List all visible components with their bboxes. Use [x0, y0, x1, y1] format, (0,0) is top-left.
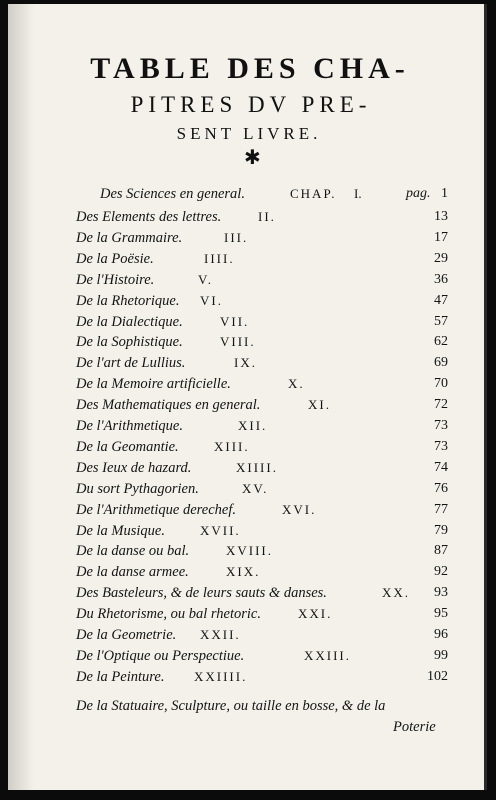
- toc-entry: [76, 291, 448, 313]
- toc-entry: [76, 541, 448, 563]
- toc-entry-title: Des Mathematiques en general.: [76, 397, 261, 414]
- toc-entry-chapter-number: VII.: [220, 313, 250, 329]
- toc-entry-last: De la Statuaire, Sculpture, ou taille en bosse, & de la: [76, 698, 386, 714]
- toc-entry-title: De la Poësie.: [76, 250, 154, 267]
- toc-entry: [76, 521, 448, 543]
- toc-entry: [76, 562, 448, 584]
- toc-entry-page: 76: [434, 480, 448, 496]
- toc-entry: [76, 249, 448, 271]
- toc-entry-chapter-number: XVI.: [282, 501, 317, 517]
- toc-entry-title: Du sort Pythagorien.: [76, 480, 199, 497]
- toc-entry-chapter-number: XX.: [382, 585, 411, 601]
- toc-entry: [76, 604, 448, 626]
- toc-entry-chapter-number: XVIII.: [226, 543, 274, 559]
- toc-entry-title: Des Basteleurs, & de leurs sauts & danses.: [76, 585, 327, 602]
- toc-entry: [76, 416, 448, 438]
- toc-entry-title: De la Geometrie.: [76, 627, 177, 643]
- toc-entry-page: 1: [441, 186, 448, 201]
- toc-entry-page: 36: [434, 271, 448, 287]
- toc-entry: [76, 437, 448, 459]
- toc-entry-chapter-number: XXIII.: [304, 647, 352, 663]
- toc-entry-page: 74: [434, 459, 448, 475]
- toc-entry-title: De la Rhetorique.: [76, 292, 180, 309]
- toc-entry-chapter-number: VI.: [200, 292, 223, 308]
- toc-entry-chapter-number: IX.: [234, 355, 257, 371]
- pag-label: pag.: [406, 186, 431, 201]
- heading-line-3: SENT LIVRE.: [176, 124, 322, 143]
- toc-entry-title: De l'art de Lullius.: [76, 355, 186, 372]
- toc-entry-page: 69: [434, 355, 448, 371]
- toc-entry-title: De la Peinture.: [76, 668, 165, 685]
- toc-entry-chapter-number: XI.: [308, 397, 331, 413]
- chap-number: I.: [354, 186, 362, 201]
- toc-entry-title: De la Dialectique.: [76, 313, 183, 330]
- toc-entry-page: 13: [434, 209, 448, 224]
- toc-entry: [76, 353, 448, 375]
- chap-label: CHAP.: [290, 186, 337, 201]
- toc-entry-page: 77: [434, 501, 448, 517]
- toc-entry-chapter-number: II.: [258, 209, 276, 224]
- toc-entry-chapter-number: XIX.: [226, 564, 261, 580]
- toc-entry-page: 72: [434, 397, 448, 413]
- toc-entry-chapter-number: III.: [224, 229, 249, 245]
- toc-entry-title: De la Memoire artificielle.: [76, 376, 231, 393]
- toc-entry: [76, 395, 448, 417]
- toc-entry-page: 73: [434, 418, 448, 433]
- toc-entry: [76, 479, 448, 501]
- page-gutter-shadow: [8, 4, 34, 790]
- toc-entry-title: De la danse armee.: [76, 564, 189, 581]
- toc-entry-page: 47: [434, 292, 448, 308]
- toc-entry: [76, 458, 448, 480]
- toc-entry-page: 70: [434, 376, 448, 392]
- toc-entry-page: 99: [434, 647, 448, 663]
- toc-entry-page: 57: [434, 313, 448, 329]
- toc-header-row: [100, 184, 448, 206]
- toc-entry-page: 96: [434, 627, 448, 642]
- toc-entry-chapter-number: X.: [288, 376, 305, 392]
- book-page: [8, 4, 487, 790]
- toc-entry-title: De l'Arithmetique.: [76, 418, 183, 434]
- toc-entry-last-continuation: Poterie: [393, 719, 436, 735]
- toc-entry-page: 62: [434, 334, 448, 350]
- toc-entry-title: Des Ieux de hazard.: [76, 459, 192, 476]
- toc-entry-chapter-number: IIII.: [204, 250, 235, 266]
- toc-entry-page: 79: [434, 522, 448, 538]
- toc-entry-title: De l'Optique ou Perspectiue.: [76, 647, 245, 664]
- heading-line-2: PITRES DV PRE-: [130, 92, 372, 117]
- toc-entry-chapter-number: XIIII.: [236, 459, 278, 475]
- ornament-asterisk-icon: ✱: [244, 145, 261, 169]
- toc-entry-chapter-number: XII.: [238, 418, 268, 433]
- toc-entry-chapter-number: XXI.: [298, 606, 333, 622]
- toc-entry-page: 95: [434, 606, 448, 622]
- toc-entry-title: De la Musique.: [76, 522, 165, 539]
- toc-entry-title: De la Geomantie.: [76, 438, 179, 455]
- toc-entry-title: De la danse ou bal.: [76, 543, 190, 560]
- toc-entry-page: 102: [427, 668, 448, 684]
- toc-entry-title: Du Rhetorisme, ou bal rhetoric.: [76, 606, 261, 623]
- toc-entry: [76, 583, 448, 605]
- toc-entry: [76, 270, 448, 292]
- toc-entry-title: Des Sciences en general.: [100, 186, 245, 202]
- toc-entry-page: 93: [434, 585, 448, 601]
- toc-entry-page: 29: [434, 250, 448, 266]
- toc-entry-page: 17: [434, 229, 448, 245]
- toc-entry: [76, 374, 448, 396]
- toc-entry-title: Des Elements des lettres.: [76, 209, 222, 225]
- toc-entry: [76, 332, 448, 354]
- toc-entry: [76, 646, 448, 668]
- toc-entry-title: De l'Arithmetique derechef.: [76, 501, 236, 518]
- toc-entry: [76, 500, 448, 522]
- toc-entry-chapter-number: XVII.: [200, 522, 241, 538]
- toc-entry-chapter-number: V.: [198, 271, 213, 287]
- toc-entry: [76, 207, 448, 229]
- toc-entry-title: De l'Histoire.: [76, 271, 155, 288]
- toc-entry: [76, 625, 448, 647]
- toc-entry-chapter-number: VIII.: [220, 334, 256, 350]
- toc-entry: [76, 667, 448, 689]
- toc-entry-page: 92: [434, 564, 448, 580]
- toc-entry-chapter-number: XV.: [242, 480, 269, 496]
- toc-entry-title: De la Sophistique.: [76, 334, 183, 351]
- toc-entry-chapter-number: XXIIII.: [194, 668, 248, 684]
- toc-entry-chapter-number: XIII.: [214, 438, 250, 454]
- toc-entry-page: 87: [434, 543, 448, 559]
- toc-entry: [76, 228, 448, 250]
- toc-entry-chapter-number: XXII.: [200, 627, 241, 642]
- heading-line-1: TABLE DES CHA-: [90, 52, 410, 85]
- toc-entry: [76, 312, 448, 334]
- toc-entry-title: De la Grammaire.: [76, 229, 183, 246]
- toc-entry-page: 73: [434, 438, 448, 454]
